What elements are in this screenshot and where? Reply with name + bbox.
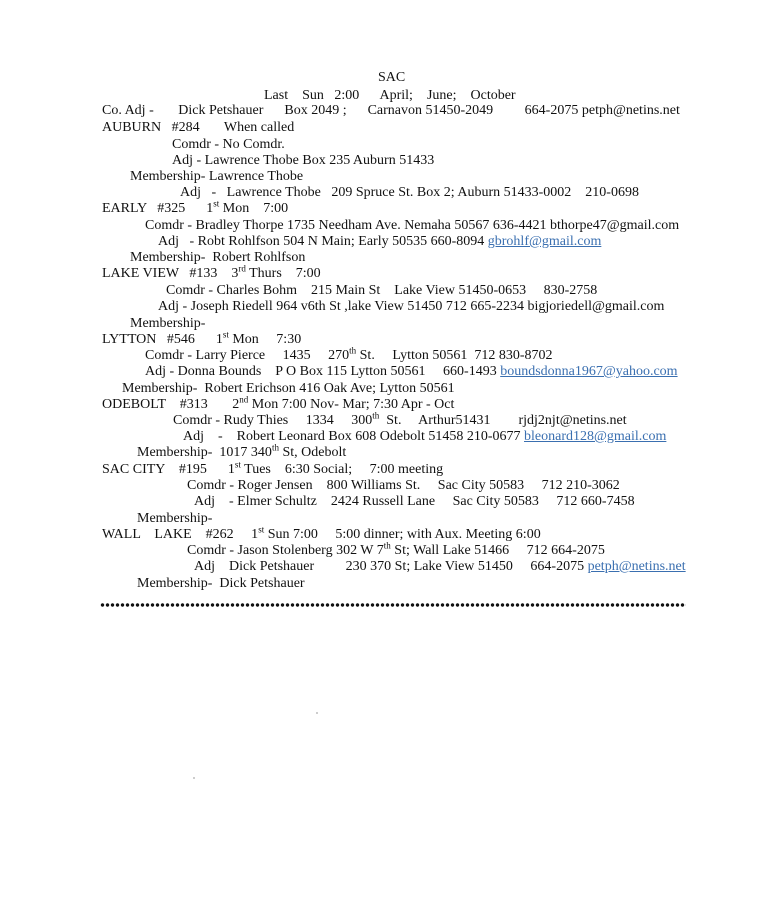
post-lytton-membership-text: Membership- Robert Erichson 416 Oak Ave; Lytton 50561 [122, 381, 455, 396]
post-odebolt-membership-sup: th [271, 442, 279, 453]
post-lytton-header-sup: st [222, 329, 229, 340]
post-lake-view-adj [158, 299, 664, 315]
page-title [378, 70, 405, 86]
post-odebolt-adj-email-link[interactable]: bleonard128@gmail.com [524, 429, 667, 444]
page-title-text: SAC [378, 70, 406, 85]
post-lytton-comdr-text: Comdr - Larry Pierce 1435 270 [145, 348, 350, 363]
post-sac-city-comdr [187, 478, 620, 494]
post-lake-view-membership-text: Membership- [130, 316, 206, 331]
post-lytton-header [102, 329, 302, 348]
post-odebolt-comdr-sup: th [372, 410, 380, 421]
post-lake-view-adj-text: Adj - Joseph Riedell 964 v6th St ,lake View 51450 712 665-2234 bigjoriedell@gmail.com [158, 299, 665, 314]
post-early-header [102, 198, 289, 217]
post-sac-city-header [102, 459, 444, 478]
post-early-comdr-text: Comdr - Bradley Thorpe 1735 Needham Ave. Nemaha 50567 636-4421 bthorpe47@gmail.com [145, 218, 680, 233]
post-lake-view-header [102, 263, 321, 282]
post-lytton-comdr-rest: St. Lytton 50561 712 830-8702 [356, 348, 553, 363]
post-lake-view-header-time: Thurs 7:00 [245, 266, 321, 281]
meeting-schedule-text: Last Sun 2:00 April; June; October [264, 88, 516, 103]
post-odebolt-comdr-rest: St. Arthur51431 rjdj2njt@netins.net [379, 413, 627, 428]
post-sac-city-header-time: Tues 6:30 Social; 7:00 meeting [240, 462, 444, 477]
post-sac-city-header-sup: st [234, 459, 241, 470]
post-lytton-comdr-sup: th [349, 345, 357, 356]
post-auburn-comdr [172, 137, 285, 153]
post-wall-lake-header [102, 524, 541, 543]
post-wall-lake-comdr-rest: St; Wall Lake 51466 712 664-2075 [390, 543, 605, 558]
scan-speck [193, 777, 195, 779]
post-odebolt-header-time: Mon 7:00 Nov- Mar; 7:30 Apr - Oct [248, 397, 455, 412]
post-sac-city-adj-text: Adj - Elmer Schultz 2424 Russell Lane Sac City 50583 712 660-7458 [194, 494, 635, 509]
post-auburn-header-text: AUBURN #284 When called [102, 120, 295, 135]
post-lytton-membership [122, 381, 455, 397]
post-odebolt-adj [183, 429, 666, 445]
scan-speck [316, 712, 318, 714]
post-sac-city-membership-text: Membership- [137, 511, 213, 526]
post-wall-lake-comdr [187, 540, 605, 559]
post-auburn-adj [172, 153, 434, 169]
post-auburn-membership [130, 169, 303, 185]
post-auburn-header [102, 120, 294, 136]
post-sac-city-comdr-text: Comdr - Roger Jensen 800 Williams St. Sac City 50583 712 210-3062 [187, 478, 620, 493]
post-lytton-header-text: LYTTON #546 1 [102, 332, 223, 347]
post-wall-lake-adj-text: Adj Dick Petshauer 230 370 St; Lake View 51450 664-2075 [194, 559, 588, 574]
post-early-membership [130, 250, 305, 266]
post-odebolt-header-sup: nd [239, 394, 249, 405]
post-lake-view-comdr-text: Comdr - Charles Bohm 215 Main St Lake View 51450-0653 830-2758 [166, 283, 598, 298]
post-odebolt-membership-text: Membership- 1017 340 [137, 445, 272, 460]
post-odebolt-header [102, 394, 455, 413]
post-early-header-sup: st [213, 198, 220, 209]
post-odebolt-comdr [173, 410, 627, 429]
meeting-schedule [264, 88, 516, 104]
post-auburn-comdr-text: Comdr - No Comdr. [172, 137, 285, 152]
post-wall-lake-adj-email-link[interactable]: petph@netins.net [587, 559, 686, 574]
post-lake-view-membership [130, 316, 205, 332]
dotted-separator [100, 602, 686, 608]
post-early-adj-email-link[interactable]: gbrohlf@gmail.com [487, 234, 602, 249]
post-wall-lake-header-time: Sun 7:00 5:00 dinner; with Aux. Meeting 6:00 [264, 527, 541, 542]
post-sac-city-header-text: SAC CITY #195 1 [102, 462, 235, 477]
post-lake-view-comdr [166, 283, 597, 299]
post-early-comdr [145, 218, 679, 234]
post-odebolt-membership [137, 442, 347, 461]
post-sac-city-membership [137, 511, 212, 527]
post-lytton-adj [145, 364, 678, 380]
post-lytton-comdr [145, 345, 553, 364]
post-early-adj [158, 234, 601, 250]
post-lytton-adj-email-link[interactable]: boundsdonna1967@yahoo.com [500, 364, 678, 379]
post-odebolt-comdr-text: Comdr - Rudy Thies 1334 300 [173, 413, 373, 428]
county-adjutant [102, 103, 680, 119]
post-lake-view-header-text: LAKE VIEW #133 3 [102, 266, 239, 281]
post-lytton-header-time: Mon 7:30 [228, 332, 302, 347]
post-sac-city-adj [194, 494, 635, 510]
post-odebolt-header-text: ODEBOLT #313 2 [102, 397, 240, 412]
post-wall-lake-header-text: WALL LAKE #262 1 [102, 527, 259, 542]
county-adjutant-text: Co. Adj - Dick Petshauer Box 2049 ; Carnavon 51450-2049 664-2075 petph@netins.net [102, 103, 680, 118]
post-early-header-time: Mon 7:00 [219, 201, 289, 216]
post-early-membership-text: Membership- Robert Rohlfson [130, 250, 306, 265]
post-wall-lake-membership-text: Membership- Dick Petshauer [137, 576, 305, 591]
post-odebolt-membership-rest: St, Odebolt [278, 445, 347, 460]
post-early-adj-text: Adj - Robt Rohlfson 504 N Main; Early 50535 660-8094 [158, 234, 488, 249]
post-early-header-text: EARLY #325 1 [102, 201, 214, 216]
post-odebolt-adj-text: Adj - Robert Leonard Box 608 Odebolt 51458 210-0677 [183, 429, 525, 444]
post-wall-lake-comdr-sup: th [383, 540, 391, 551]
post-wall-lake-adj [194, 559, 686, 575]
post-lytton-adj-text: Adj - Donna Bounds P O Box 115 Lytton 50561 660-1493 [145, 364, 501, 379]
post-auburn-adj-text: Adj - Lawrence Thobe Box 235 Auburn 51433 [172, 153, 435, 168]
post-wall-lake-membership [137, 576, 305, 592]
post-auburn-adj-alt-text: Adj - Lawrence Thobe 209 Spruce St. Box 2; Auburn 51433-0002 210-0698 [180, 185, 639, 200]
post-wall-lake-header-sup: st [258, 524, 265, 535]
post-auburn-membership-text: Membership- Lawrence Thobe [130, 169, 304, 184]
post-wall-lake-comdr-text: Comdr - Jason Stolenberg 302 W 7 [187, 543, 384, 558]
post-lake-view-header-sup: rd [238, 263, 246, 274]
post-auburn-adj-alt [180, 185, 639, 201]
